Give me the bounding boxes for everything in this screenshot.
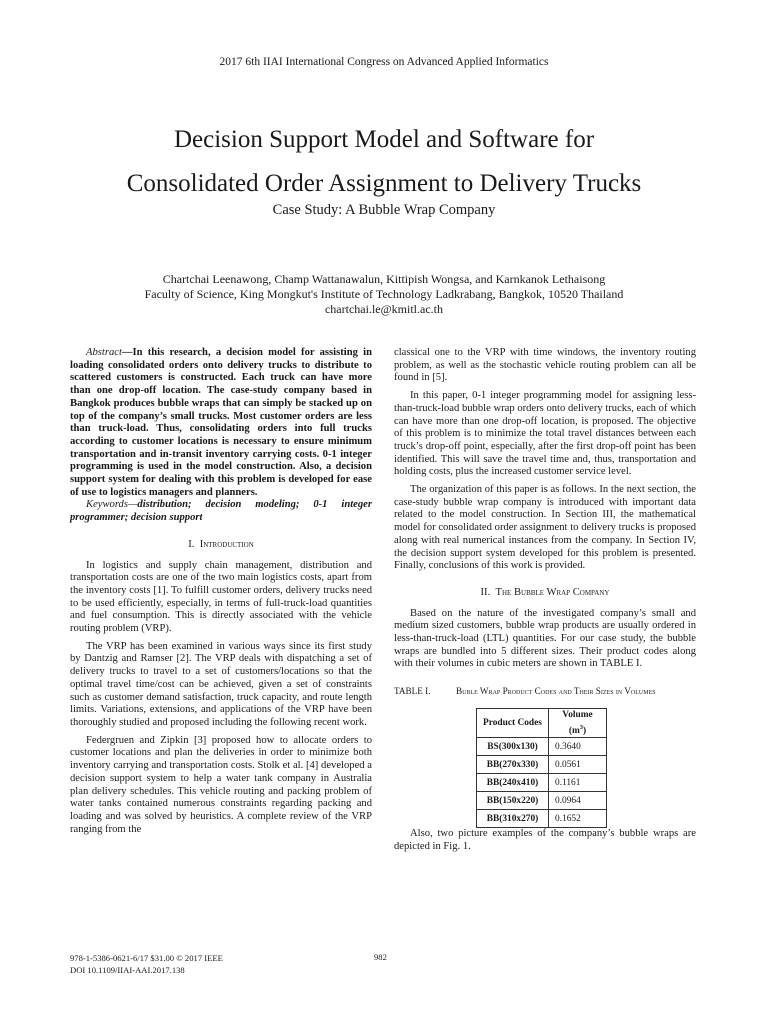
product-code-cell: BB(270x330) — [477, 756, 549, 774]
volume-cell: 0.3640 — [549, 738, 607, 756]
abstract-dash: — — [121, 347, 133, 358]
table-caption — [394, 685, 696, 698]
title-line-2: Consolidated Order Assignment to Delivery Trucks — [126, 170, 642, 197]
table-row — [477, 810, 607, 828]
affiliation: Faculty of Science, King Mongkut's Institute of Technology Ladkrabang, Bangkok, 10520 Thailand — [144, 287, 624, 301]
volume-header-text: Volume (m — [562, 709, 593, 736]
abstract-text: In this research, a decision model for assisting in loading consolidated orders onto delivery trucks to distribute to scattered customers is constructed. Each truck can have more than one drop-off location. The case-study company based in Bangkok produces bubble wraps that can simply be stacked up on top of the company’s small trucks. Most customer orders are less than truck-load. Thus, consolidating orders into full trucks according to customer locations is necessary to ensure minimum transportation and in-transit inventory carrying costs. 0-1 integer programming is used in the model construction. Also, a decision support system for dealing with this problem is developed for ease of use to logistics managers and planners. — [70, 347, 372, 498]
table-row — [477, 756, 607, 774]
footer-isbn: 978-1-5386-0621-6/17 $31.00 © 2017 IEEE — [70, 953, 223, 963]
page-number: 982 — [374, 952, 387, 962]
email[interactable]: chartchai.le@kmitl.ac.th — [324, 302, 443, 316]
section-heading-bubble-wrap — [394, 587, 696, 600]
table-row — [477, 774, 607, 792]
section2-paragraph-2: Also, two picture examples of the company’s bubble wraps are depicted in Fig. 1. — [394, 828, 696, 853]
footer-publication-info — [70, 952, 223, 976]
intro-paragraph-2: The VRP has been examined in various ways since its first study by Dantzig and Ramser [2]. The VRP deals with dispatching a set of delivery trucks to travel to a set of customers/locations so that the optimal travel time/cost can be achieved, given a set of constraints such as customer demand satisfaction, truck capacity, and route length limits. Variations, extensions, and applications of the VRP have been thoroughly studied and proposed including the following recent work. — [70, 640, 372, 728]
table-caption-text: Buble Wrap Product Codes and Their Sizes in Volumes — [456, 686, 656, 697]
left-column — [70, 347, 372, 836]
right-column — [394, 347, 696, 854]
intro-paragraph-1: In logistics and supply chain management, distribution and transportation costs are one of the two main logistics costs, apart from the inventory costs [1]. To fulfill customer orders, delivery trucks need to be used efficiently, especially, in terms of full-truck-load quantities and fuel consumption. This is directly associated with the vehicle routing problem (VRP). — [70, 559, 372, 635]
paper-subtitle: Case Study: A Bubble Wrap Company — [272, 202, 496, 218]
abstract — [70, 347, 372, 499]
volume-cell: 0.1161 — [549, 774, 607, 792]
intro-paragraph-4: In this paper, 0-1 integer programming model for assigning less-than-truck-load bubble wrap orders onto delivery trucks, each of which can have more than one drop-off location, is proposed. The objective of this problem is to minimize the total travel distances between each truck’s drop-off point, especially, after the first drop-off point has been identified. This will save the travel time and, thus, transportation and holding costs, plus the increased customer service level. — [394, 390, 696, 478]
product-code-cell: BS(300x130) — [477, 738, 549, 756]
table-row — [477, 792, 607, 810]
volume-header-sup: 3 — [579, 723, 584, 731]
table-number: TABLE I. — [394, 686, 431, 697]
authors: Chartchai Leenawong, Champ Wattanawalun, Kittipish Wongsa, and Karnkanok Lethaisong — [162, 272, 606, 286]
product-code-cell: BB(150x220) — [477, 792, 549, 810]
volume-cell: 0.1652 — [549, 810, 607, 828]
title-line-1: Decision Support Model and Software for — [173, 126, 595, 153]
section2-paragraph-1: Based on the nature of the investigated company’s small and medium sized customers, bubble wrap products are usually ordered in less-than-truck-load (LTL) quantities. For our case study, the bubble wraps are bundled into 5 different sizes. Their product codes along with their volumes in cubic meters are shown in TABLE I. — [394, 607, 696, 670]
volume-cell: 0.0561 — [549, 756, 607, 774]
table-row — [477, 738, 607, 756]
section-heading-introduction — [70, 539, 372, 552]
table-header-row — [477, 708, 607, 738]
keywords — [70, 499, 372, 524]
paper-title — [0, 118, 768, 206]
footer-doi: DOI 10.1109/IIAI-AAI.2017.138 — [70, 965, 185, 975]
intro-paragraph-5: The organization of this paper is as follows. In the next section, the case-study bubble wrap company is introduced with important data related to the model construction. In Section III, the mathematical model for consolidated order assignment to delivery trucks is proposed along with real numerical instances from the company. In Section IV, the decision support system developed for this problem is presented. Finally, conclusions of this work is provided. — [394, 484, 696, 572]
product-code-cell: BB(240x410) — [477, 774, 549, 792]
section-title: The Bubble Wrap Company — [495, 586, 610, 598]
conference-header: 2017 6th IIAI International Congress on Advanced Applied Informatics — [219, 56, 549, 68]
intro-paragraph-3-cont: classical one to the VRP with time windows, the inventory routing problem, as well as the stochastic vehicle routing problem can all be found in [5]. — [394, 347, 696, 384]
section-number: II. — [480, 586, 491, 598]
product-code-cell: BB(310x270) — [477, 810, 549, 828]
abstract-label: Abstract — [86, 347, 122, 358]
keywords-dash: — — [127, 499, 138, 511]
keywords-text: distribution; decision modeling; 0-1 integer programmer; decision support — [70, 499, 372, 524]
volume-header-end: ) — [583, 725, 587, 736]
section-title: Introduction — [199, 538, 254, 550]
section-number: I. — [188, 538, 195, 550]
table-header-volume — [549, 708, 607, 738]
intro-paragraph-3: Federgruen and Zipkin [3] proposed how to allocate orders to customer locations and plan the deliveries in order to minimize both inventory carrying and transportation costs. Stolk et al. [4] developed a decision support system to help a water tank company in Australia plan delivery schedules. This vehicle routing and packing problem of water tanks contained numerous constraints regarding packing and loading and was solved by heuristics. A complete review of the VRP ranging from the — [70, 734, 372, 835]
product-volume-table — [476, 708, 607, 829]
table-header-product-codes: Product Codes — [477, 708, 549, 738]
keywords-label: Keywords — [86, 499, 128, 511]
author-block — [0, 272, 768, 317]
volume-cell: 0.0964 — [549, 792, 607, 810]
